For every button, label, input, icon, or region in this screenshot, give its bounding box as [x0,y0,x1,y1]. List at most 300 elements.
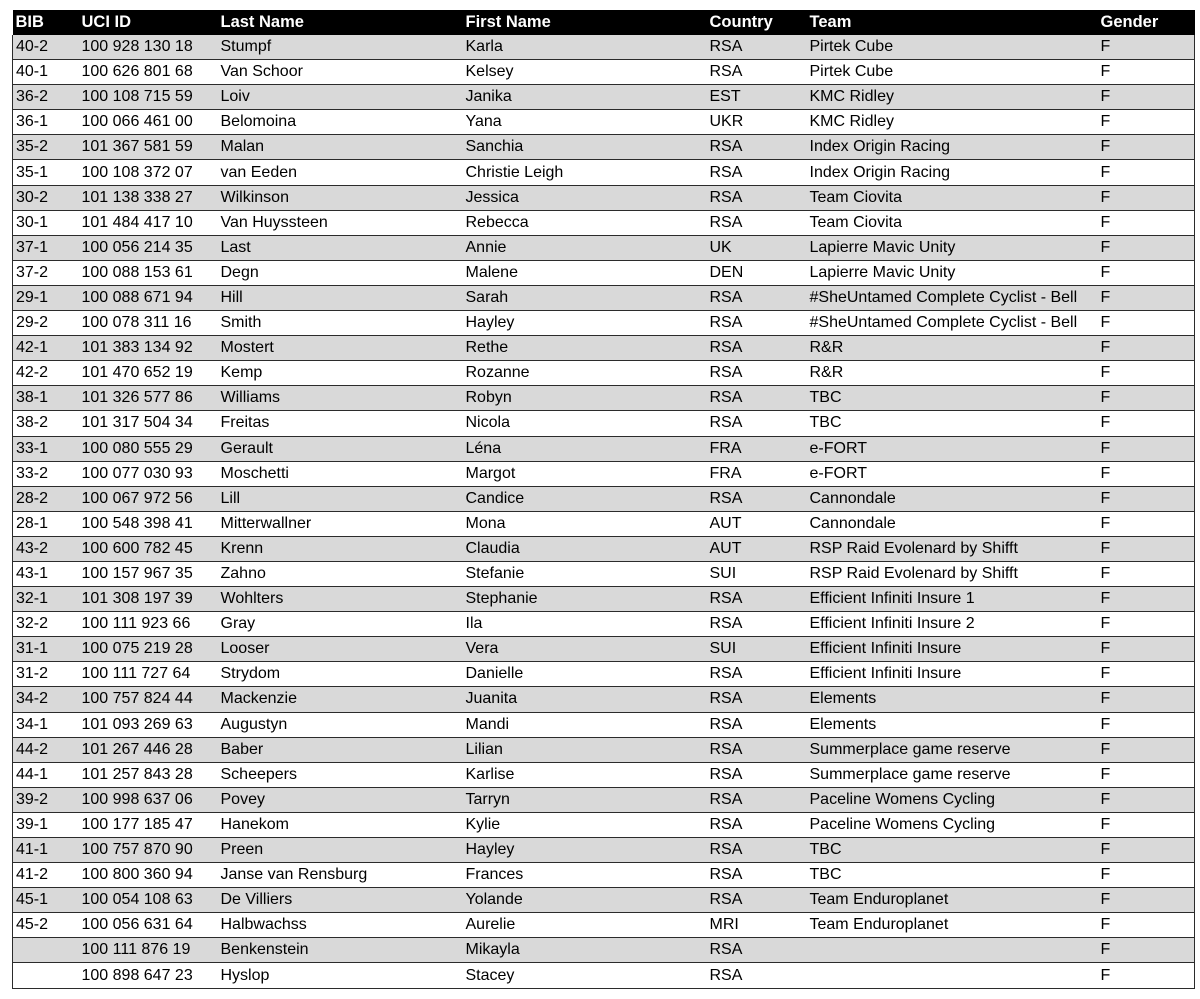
gender-cell: F [1098,135,1195,160]
team-cell: Summerplace game reserve [807,762,1098,787]
last-name-cell: Preen [218,838,463,863]
first-name-cell: Yana [463,110,707,135]
country-cell: RSA [707,687,807,712]
bib-cell: 45-1 [13,888,79,913]
team-cell: #SheUntamed Complete Cyclist - Bell [807,311,1098,336]
table-row [13,838,1195,863]
first-name-cell: Ila [463,612,707,637]
first-name-cell: Margot [463,461,707,486]
last-name-cell: Mostert [218,336,463,361]
uci-id-cell: 101 484 417 10 [79,210,218,235]
uci-id-cell: 101 470 652 19 [79,361,218,386]
last-name-cell: Augustyn [218,712,463,737]
uci-id-cell: 100 177 185 47 [79,812,218,837]
header-team: Team [807,10,1098,35]
uci-id-cell: 101 257 843 28 [79,762,218,787]
country-cell: FRA [707,461,807,486]
table-row [13,35,1195,60]
table-row [13,888,1195,913]
table-row [13,461,1195,486]
country-cell: DEN [707,260,807,285]
last-name-cell: Stumpf [218,35,463,60]
bib-cell: 28-2 [13,486,79,511]
team-cell: Team Ciovita [807,185,1098,210]
country-cell: RSA [707,863,807,888]
bib-cell: 36-2 [13,85,79,110]
country-cell: UK [707,235,807,260]
uci-id-cell: 100 600 782 45 [79,536,218,561]
last-name-cell: Gerault [218,436,463,461]
last-name-cell: Belomoina [218,110,463,135]
bib-cell: 40-2 [13,35,79,60]
table-row [13,561,1195,586]
bib-cell: 44-2 [13,737,79,762]
rider-table [12,10,1195,989]
last-name-cell: Lill [218,486,463,511]
first-name-cell: Claudia [463,536,707,561]
first-name-cell: Mikayla [463,938,707,963]
gender-cell: F [1098,511,1195,536]
country-cell: RSA [707,486,807,511]
bib-cell: 36-1 [13,110,79,135]
header-bib: BIB [13,10,79,35]
gender-cell: F [1098,863,1195,888]
first-name-cell: Annie [463,235,707,260]
team-cell: Team Ciovita [807,210,1098,235]
table-row [13,361,1195,386]
last-name-cell: Zahno [218,561,463,586]
country-cell: RSA [707,812,807,837]
last-name-cell: Van Huyssteen [218,210,463,235]
first-name-cell: Aurelie [463,913,707,938]
bib-cell: 42-2 [13,361,79,386]
first-name-cell: Vera [463,637,707,662]
first-name-cell: Janika [463,85,707,110]
uci-id-cell: 100 078 311 16 [79,311,218,336]
last-name-cell: Gray [218,612,463,637]
gender-cell: F [1098,637,1195,662]
country-cell: UKR [707,110,807,135]
uci-id-cell: 100 056 214 35 [79,235,218,260]
last-name-cell: Hill [218,285,463,310]
gender-cell: F [1098,35,1195,60]
gender-cell: F [1098,712,1195,737]
last-name-cell: Hyslop [218,963,463,988]
gender-cell: F [1098,411,1195,436]
bib-cell: 33-2 [13,461,79,486]
team-cell: RSP Raid Evolenard by Shifft [807,536,1098,561]
table-row [13,336,1195,361]
table-row [13,285,1195,310]
first-name-cell: Sanchia [463,135,707,160]
country-cell: RSA [707,411,807,436]
uci-id-cell: 100 088 671 94 [79,285,218,310]
first-name-cell: Yolande [463,888,707,913]
first-name-cell: Kylie [463,812,707,837]
country-cell: SUI [707,637,807,662]
gender-cell: F [1098,210,1195,235]
team-cell: Pirtek Cube [807,60,1098,85]
country-cell: RSA [707,838,807,863]
table-row [13,712,1195,737]
gender-cell: F [1098,938,1195,963]
gender-cell: F [1098,85,1195,110]
team-cell [807,963,1098,988]
bib-cell: 31-1 [13,637,79,662]
gender-cell: F [1098,461,1195,486]
uci-id-cell: 100 111 727 64 [79,662,218,687]
first-name-cell: Stacey [463,963,707,988]
last-name-cell: Mitterwallner [218,511,463,536]
last-name-cell: Last [218,235,463,260]
table-row [13,260,1195,285]
bib-cell: 33-1 [13,436,79,461]
bib-cell: 42-1 [13,336,79,361]
team-cell: Lapierre Mavic Unity [807,260,1098,285]
first-name-cell: Rethe [463,336,707,361]
first-name-cell: Sarah [463,285,707,310]
country-cell: RSA [707,737,807,762]
team-cell: Lapierre Mavic Unity [807,235,1098,260]
bib-cell: 45-2 [13,913,79,938]
first-name-cell: Candice [463,486,707,511]
country-cell: RSA [707,587,807,612]
bib-cell: 41-2 [13,863,79,888]
table-row [13,160,1195,185]
gender-cell: F [1098,913,1195,938]
uci-id-cell: 100 108 715 59 [79,85,218,110]
last-name-cell: Kemp [218,361,463,386]
team-cell: Efficient Infiniti Insure 1 [807,587,1098,612]
bib-cell: 43-1 [13,561,79,586]
last-name-cell: Moschetti [218,461,463,486]
bib-cell: 32-2 [13,612,79,637]
gender-cell: F [1098,260,1195,285]
header-first-name: First Name [463,10,707,35]
team-cell: TBC [807,838,1098,863]
country-cell: MRI [707,913,807,938]
team-cell: Paceline Womens Cycling [807,812,1098,837]
team-cell: e-FORT [807,436,1098,461]
team-cell: Index Origin Racing [807,135,1098,160]
uci-id-cell: 100 080 555 29 [79,436,218,461]
uci-id-cell: 100 898 647 23 [79,963,218,988]
first-name-cell: Malene [463,260,707,285]
last-name-cell: Degn [218,260,463,285]
bib-cell: 38-1 [13,386,79,411]
bib-cell: 32-1 [13,587,79,612]
bib-cell: 37-1 [13,235,79,260]
last-name-cell: Wohlters [218,587,463,612]
bib-cell: 39-2 [13,787,79,812]
first-name-cell: Jessica [463,185,707,210]
country-cell: RSA [707,60,807,85]
table-row [13,612,1195,637]
bib-cell: 28-1 [13,511,79,536]
table-row [13,185,1195,210]
team-cell: Team Enduroplanet [807,913,1098,938]
table-row [13,386,1195,411]
first-name-cell: Frances [463,863,707,888]
uci-id-cell: 100 626 801 68 [79,60,218,85]
gender-cell: F [1098,336,1195,361]
first-name-cell: Rebecca [463,210,707,235]
uci-id-cell: 100 111 876 19 [79,938,218,963]
country-cell: RSA [707,963,807,988]
table-row [13,235,1195,260]
table-row [13,311,1195,336]
team-cell: Pirtek Cube [807,35,1098,60]
table-row [13,687,1195,712]
team-cell: R&R [807,336,1098,361]
table-row [13,662,1195,687]
team-cell [807,938,1098,963]
uci-id-cell: 100 066 461 00 [79,110,218,135]
gender-cell: F [1098,587,1195,612]
table-row [13,60,1195,85]
first-name-cell: Tarryn [463,787,707,812]
table-body [13,35,1195,988]
team-cell: Efficient Infiniti Insure [807,662,1098,687]
rider-list-sheet [12,10,1194,989]
uci-id-cell: 100 054 108 63 [79,888,218,913]
header-country: Country [707,10,807,35]
team-cell: Cannondale [807,486,1098,511]
country-cell: RSA [707,888,807,913]
last-name-cell: Janse van Rensburg [218,863,463,888]
first-name-cell: Léna [463,436,707,461]
team-cell: Elements [807,687,1098,712]
first-name-cell: Mona [463,511,707,536]
gender-cell: F [1098,185,1195,210]
uci-id-cell: 101 138 338 27 [79,185,218,210]
table-row [13,436,1195,461]
first-name-cell: Hayley [463,838,707,863]
country-cell: EST [707,85,807,110]
uci-id-cell: 101 308 197 39 [79,587,218,612]
first-name-cell: Kelsey [463,60,707,85]
team-cell: RSP Raid Evolenard by Shifft [807,561,1098,586]
last-name-cell: De Villiers [218,888,463,913]
gender-cell: F [1098,737,1195,762]
last-name-cell: Wilkinson [218,185,463,210]
team-cell: Efficient Infiniti Insure 2 [807,612,1098,637]
uci-id-cell: 101 367 581 59 [79,135,218,160]
country-cell: AUT [707,511,807,536]
first-name-cell: Stefanie [463,561,707,586]
first-name-cell: Danielle [463,662,707,687]
last-name-cell: Scheepers [218,762,463,787]
team-cell: KMC Ridley [807,85,1098,110]
bib-cell: 34-1 [13,712,79,737]
table-row [13,737,1195,762]
uci-id-cell: 100 108 372 07 [79,160,218,185]
header-uci-id: UCI ID [79,10,218,35]
last-name-cell: Benkenstein [218,938,463,963]
gender-cell: F [1098,561,1195,586]
bib-cell: 39-1 [13,812,79,837]
table-row [13,812,1195,837]
team-cell: Index Origin Racing [807,160,1098,185]
uci-id-cell: 101 093 269 63 [79,712,218,737]
last-name-cell: Halbwachss [218,913,463,938]
bib-cell [13,938,79,963]
last-name-cell: Povey [218,787,463,812]
country-cell: AUT [707,536,807,561]
bib-cell: 34-2 [13,687,79,712]
bib-cell: 29-1 [13,285,79,310]
country-cell: RSA [707,762,807,787]
gender-cell: F [1098,60,1195,85]
table-row [13,637,1195,662]
table-row [13,913,1195,938]
gender-cell: F [1098,762,1195,787]
country-cell: RSA [707,386,807,411]
country-cell: RSA [707,712,807,737]
first-name-cell: Robyn [463,386,707,411]
bib-cell: 30-2 [13,185,79,210]
gender-cell: F [1098,386,1195,411]
uci-id-cell: 100 998 637 06 [79,787,218,812]
gender-cell: F [1098,110,1195,135]
gender-cell: F [1098,285,1195,310]
header-gender: Gender [1098,10,1195,35]
table-row [13,135,1195,160]
bib-cell: 40-1 [13,60,79,85]
first-name-cell: Nicola [463,411,707,436]
first-name-cell: Rozanne [463,361,707,386]
bib-cell: 29-2 [13,311,79,336]
team-cell: Team Enduroplanet [807,888,1098,913]
country-cell: RSA [707,662,807,687]
team-cell: Cannondale [807,511,1098,536]
gender-cell: F [1098,160,1195,185]
table-row [13,863,1195,888]
country-cell: RSA [707,160,807,185]
table-row [13,110,1195,135]
last-name-cell: Baber [218,737,463,762]
first-name-cell: Karla [463,35,707,60]
gender-cell: F [1098,963,1195,988]
last-name-cell: Loiv [218,85,463,110]
country-cell: RSA [707,135,807,160]
first-name-cell: Hayley [463,311,707,336]
gender-cell: F [1098,612,1195,637]
table-row [13,85,1195,110]
table-row [13,536,1195,561]
bib-cell: 43-2 [13,536,79,561]
country-cell: RSA [707,35,807,60]
bib-cell: 38-2 [13,411,79,436]
uci-id-cell: 100 800 360 94 [79,863,218,888]
uci-id-cell: 100 056 631 64 [79,913,218,938]
first-name-cell: Mandi [463,712,707,737]
uci-id-cell: 100 077 030 93 [79,461,218,486]
last-name-cell: Looser [218,637,463,662]
last-name-cell: Van Schoor [218,60,463,85]
bib-cell: 30-1 [13,210,79,235]
table-row [13,486,1195,511]
gender-cell: F [1098,311,1195,336]
country-cell: RSA [707,336,807,361]
uci-id-cell: 101 383 134 92 [79,336,218,361]
team-cell: Paceline Womens Cycling [807,787,1098,812]
team-cell: KMC Ridley [807,110,1098,135]
team-cell: #SheUntamed Complete Cyclist - Bell [807,285,1098,310]
country-cell: RSA [707,361,807,386]
table-row [13,511,1195,536]
uci-id-cell: 100 075 219 28 [79,637,218,662]
gender-cell: F [1098,787,1195,812]
team-cell: Summerplace game reserve [807,737,1098,762]
last-name-cell: Strydom [218,662,463,687]
bib-cell: 31-2 [13,662,79,687]
country-cell: RSA [707,210,807,235]
table-row [13,762,1195,787]
country-cell: RSA [707,185,807,210]
country-cell: RSA [707,285,807,310]
table-row [13,210,1195,235]
team-cell: R&R [807,361,1098,386]
last-name-cell: van Eeden [218,160,463,185]
bib-cell: 35-1 [13,160,79,185]
uci-id-cell: 101 317 504 34 [79,411,218,436]
uci-id-cell: 100 757 870 90 [79,838,218,863]
team-cell: TBC [807,863,1098,888]
uci-id-cell: 100 067 972 56 [79,486,218,511]
gender-cell: F [1098,361,1195,386]
team-cell: e-FORT [807,461,1098,486]
uci-id-cell: 100 548 398 41 [79,511,218,536]
uci-id-cell: 100 157 967 35 [79,561,218,586]
bib-cell [13,963,79,988]
first-name-cell: Stephanie [463,587,707,612]
uci-id-cell: 100 757 824 44 [79,687,218,712]
table-row [13,587,1195,612]
country-cell: SUI [707,561,807,586]
bib-cell: 35-2 [13,135,79,160]
last-name-cell: Williams [218,386,463,411]
gender-cell: F [1098,812,1195,837]
bib-cell: 41-1 [13,838,79,863]
uci-id-cell: 101 267 446 28 [79,737,218,762]
team-cell: Elements [807,712,1098,737]
table-row [13,938,1195,963]
gender-cell: F [1098,235,1195,260]
header-last-name: Last Name [218,10,463,35]
gender-cell: F [1098,687,1195,712]
first-name-cell: Christie Leigh [463,160,707,185]
uci-id-cell: 100 928 130 18 [79,35,218,60]
country-cell: FRA [707,436,807,461]
first-name-cell: Lilian [463,737,707,762]
header-row [13,10,1195,35]
last-name-cell: Krenn [218,536,463,561]
last-name-cell: Mackenzie [218,687,463,712]
country-cell: RSA [707,938,807,963]
last-name-cell: Malan [218,135,463,160]
gender-cell: F [1098,536,1195,561]
country-cell: RSA [707,612,807,637]
first-name-cell: Juanita [463,687,707,712]
uci-id-cell: 100 111 923 66 [79,612,218,637]
bib-cell: 44-1 [13,762,79,787]
gender-cell: F [1098,888,1195,913]
country-cell: RSA [707,311,807,336]
table-row [13,963,1195,988]
first-name-cell: Karlise [463,762,707,787]
team-cell: TBC [807,386,1098,411]
